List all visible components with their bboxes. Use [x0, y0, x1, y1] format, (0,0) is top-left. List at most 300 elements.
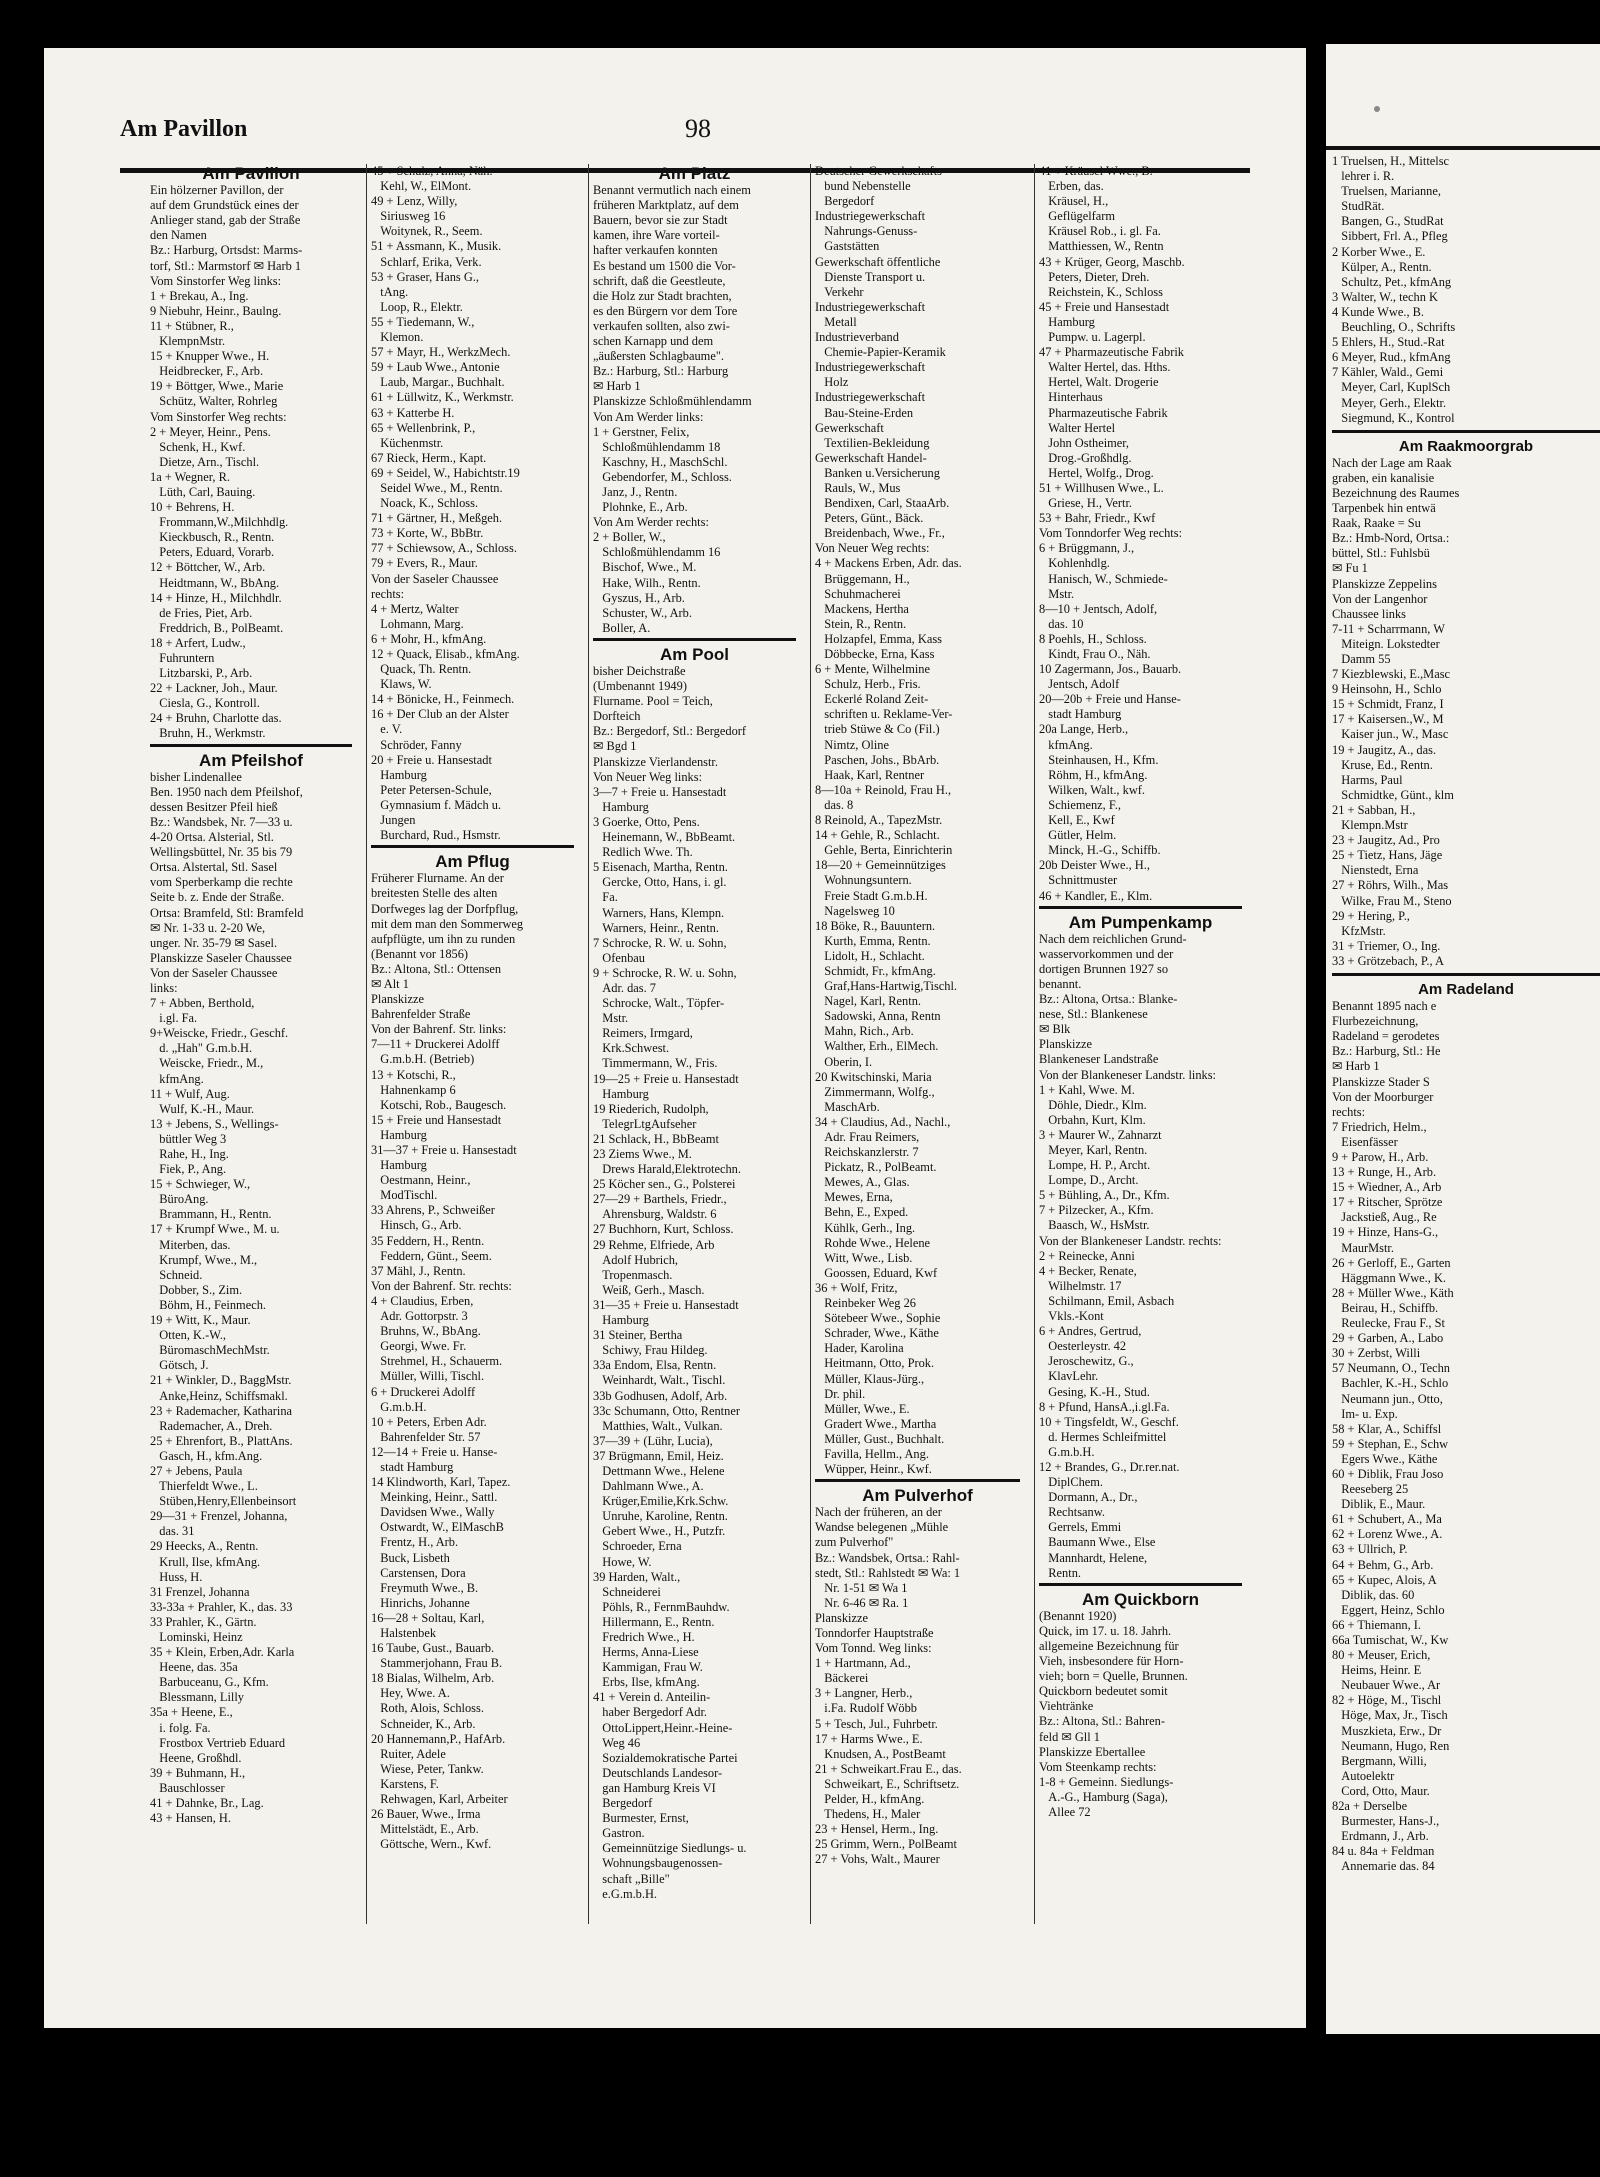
- entry-line: Ortsa: Bramfeld, Stl: Bramfeld: [150, 905, 304, 920]
- entry-line: Griese, H., Vertr.: [1039, 496, 1133, 511]
- entry-line: Kräusel Rob., i. gl. Fa.: [1039, 224, 1161, 239]
- entry-line: allgemeine Bezeichnung für: [1039, 1639, 1179, 1653]
- entry-line: 45 + Freie und Hansestadt: [1039, 299, 1170, 314]
- entry-line: Autoelektr: [1332, 1768, 1395, 1783]
- entry-line: 4 + Claudius, Erben,: [371, 1293, 474, 1308]
- entry-line: 20 + Freie u. Hansestadt: [371, 752, 492, 767]
- entry-line: Nach der früheren, an der: [815, 1505, 942, 1520]
- entry-line: 6 + Andres, Gertrud,: [1039, 1324, 1142, 1339]
- entry-line: 46 + Kandler, E., Klm.: [1039, 888, 1153, 903]
- entry-line: 43 + Krüger, Georg, Maschb.: [1039, 254, 1185, 269]
- entry-line: 27 + Vohs, Walt., Maurer: [815, 1852, 940, 1867]
- entry-line: 59 + Stephan, E., Schw: [1332, 1436, 1449, 1451]
- entry-line: 4 + Mertz, Walter: [371, 601, 459, 616]
- entry-line: Ortsa. Alstertal, Stl. Sasel: [150, 860, 278, 875]
- entry-line: Litzbarski, P., Arb.: [150, 666, 253, 681]
- entry-line: Gehle, Berta, Einrichterin: [815, 843, 953, 858]
- entry-line: Walter Hertel: [1039, 420, 1116, 435]
- entry-line: Planskizze Zeppelins: [1332, 576, 1437, 591]
- entry-line: 31—35 + Freie u. Hansestadt: [593, 1297, 739, 1312]
- entry-line: Von der Bahrenf. Str. rechts:: [371, 1278, 512, 1293]
- entry-line: Oberin, I.: [815, 1054, 873, 1069]
- street-heading: Am Quickborn: [1039, 1583, 1242, 1607]
- entry-line: „äußersten Schlagbaume".: [593, 349, 724, 364]
- entry-line: 18—20 + Gemeinnütziges: [815, 858, 946, 873]
- entry-line: Tropenmasch.: [593, 1267, 673, 1282]
- entry-line: Rentn.: [1039, 1565, 1081, 1580]
- entry-line: 29 Rehme, Elfriede, Arb: [593, 1237, 715, 1252]
- entry-line: gan Hamburg Kreis VI: [593, 1780, 716, 1795]
- entry-line: Benannt 1895 nach e: [1332, 999, 1437, 1014]
- entry-line: 29 Heecks, A., Rentn.: [150, 1539, 259, 1554]
- entry-line: stadt Hamburg: [371, 1459, 454, 1474]
- entry-line: 4 + Mackens Erben, Adr. das.: [815, 556, 962, 571]
- entry-line: Stein, R., Rentn.: [815, 616, 907, 631]
- entry-line: Matthiessen, W., Rentn: [1039, 239, 1164, 254]
- entry-line: 6 + Druckerei Adolff: [371, 1384, 476, 1399]
- entry-line: Bz.: Altona, Stl.: Ottensen: [371, 961, 502, 976]
- entry-line: 19 + Witt, K., Maur.: [150, 1313, 251, 1328]
- entry-line: Adolf Hubrich,: [593, 1252, 679, 1267]
- entry-line: Früherer Flurname. An der: [371, 871, 504, 886]
- entry-line: 41 + Dahnke, Br., Lag.: [150, 1796, 264, 1811]
- entry-line: 18 Böke, R., Bauuntern.: [815, 918, 936, 933]
- entry-line: Weiscke, Friedr., M.,: [150, 1056, 264, 1071]
- entry-line: Gerrels, Emmi: [1039, 1520, 1122, 1535]
- entry-line: G.m.b.H. (Betrieb): [371, 1052, 475, 1067]
- entry-line: 41 + Kräusel Wwe., B.: [1039, 164, 1153, 178]
- page-header: [120, 72, 1250, 162]
- entry-line: unger. Nr. 35-79 ✉ Sasel.: [150, 935, 278, 950]
- entry-line: 37 Mähl, J., Rentn.: [371, 1263, 466, 1278]
- entry-line: Kühlk, Gerh., Ing.: [815, 1220, 916, 1235]
- entry-line: Meyer, Karl, Rentn.: [1039, 1143, 1148, 1157]
- entry-line: ✉ Harb 1: [593, 379, 641, 394]
- entry-line: 4-20 Ortsa. Alsterial, Stl.: [150, 830, 274, 845]
- entry-line: Planskizze: [1039, 1037, 1092, 1052]
- entry-line: Reichskanzlerstr. 7: [815, 1145, 919, 1160]
- entry-line: Nimtz, Oline: [815, 737, 889, 752]
- entry-line: Bau-Steine-Erden: [815, 405, 914, 420]
- entry-line: Mstr.: [1039, 586, 1075, 601]
- entry-line: Bruhns, W., BbAng.: [371, 1324, 481, 1339]
- entry-line: Bergedorf: [593, 1796, 653, 1811]
- entry-line: Von der Bahrenf. Str. links:: [371, 1022, 507, 1037]
- entry-line: (Umbenannt 1949): [593, 679, 687, 694]
- entry-line: 21 + Schweikart.Frau E., das.: [815, 1761, 962, 1776]
- entry-line: 3—7 + Freie u. Hansestadt: [593, 784, 727, 799]
- entry-line: 31 Steiner, Bertha: [593, 1328, 683, 1343]
- entry-line: 16 + Der Club an der Alster: [371, 707, 509, 722]
- entry-line: Tarpenbek hin entwä: [1332, 501, 1436, 516]
- entry-line: 18 Bialas, Wilhelm, Arb.: [371, 1671, 495, 1686]
- entry-line: 1 + Kahl, Wwe. M.: [1039, 1082, 1135, 1097]
- entry-line: Schneiderei: [593, 1584, 661, 1599]
- entry-line: Woitynek, R., Seem.: [371, 224, 483, 239]
- entry-line: Bruhn, H., Werkmstr.: [150, 726, 266, 741]
- entry-line: Breidenbach, Wwe., Fr.,: [815, 526, 945, 541]
- entry-line: Ein hölzerner Pavillon, der: [150, 183, 284, 198]
- entry-line: Planskizze Ebertallee: [1039, 1744, 1146, 1759]
- entry-line: breitesten Stelle des alten: [371, 886, 498, 901]
- entry-line: Hader, Karolina: [815, 1341, 904, 1356]
- entry-line: es den Bürgern vor dem Tore: [593, 303, 738, 318]
- entry-line: Neumann jun., Otto,: [1332, 1391, 1443, 1406]
- entry-line: Freymuth Wwe., B.: [371, 1580, 479, 1595]
- entry-line: 2 + Meyer, Heinr., Pens.: [150, 424, 271, 439]
- entry-line: Timmermann, W., Fris.: [593, 1056, 718, 1071]
- entry-line: 2 + Boller, W.,: [593, 530, 666, 545]
- street-heading: Am Pflug: [371, 845, 574, 869]
- street-heading: Am Pumpenkamp: [1039, 906, 1242, 930]
- entry-line: Bz.: Hmb-Nord, Ortsa.:: [1332, 531, 1450, 546]
- entry-line: Eisenfässer: [1332, 1134, 1398, 1149]
- entry-line: Anke,Heinz, Schiffsmakl.: [150, 1388, 288, 1403]
- entry-line: 21 Schlack, H., BbBeamt: [593, 1131, 719, 1146]
- entry-line: Plohnke, E., Arb.: [593, 500, 688, 515]
- entry-line: Burmester, Hans-J.,: [1332, 1814, 1440, 1829]
- entry-line: Harms, Paul: [1332, 772, 1403, 787]
- entry-line: schen Karnapp und dem: [593, 334, 714, 349]
- entry-line: 13 + Kotschi, R.,: [371, 1067, 456, 1082]
- entry-line: (Benannt 1920): [1039, 1608, 1117, 1623]
- entry-line: Sozialdemokratische Partei: [593, 1750, 738, 1765]
- entry-line: 35 Feddern, H., Rentn.: [371, 1233, 485, 1248]
- entry-line: 4 Kunde Wwe., B.: [1332, 304, 1424, 319]
- entry-line: 58 + Klar, A., Schiffsl: [1332, 1421, 1442, 1436]
- entry-line: Schneider, K., Arb.: [371, 1716, 476, 1731]
- entry-line: Banken u.Versicherung: [815, 465, 940, 480]
- entry-line: Erben, das.: [1039, 179, 1104, 194]
- entry-line: 35a + Heene, E.,: [150, 1705, 233, 1720]
- entry-line: Drews Harald,Elektrotechn.: [593, 1162, 741, 1177]
- entry-line: Reeseberg 25: [1332, 1482, 1409, 1497]
- entry-line: 9 Heinsohn, H., Schlo: [1332, 682, 1442, 697]
- entry-line: das. 8: [815, 797, 854, 812]
- entry-line: Herms, Anna-Liese: [593, 1645, 699, 1660]
- entry-line: Hamburg: [1039, 314, 1095, 329]
- entry-line: Hamburg: [371, 1127, 427, 1142]
- entry-line: Boller, A.: [593, 620, 651, 635]
- column-3: [588, 164, 800, 1924]
- entry-line: Feddern, Günt., Seem.: [371, 1248, 492, 1263]
- entry-line: 65 + Wellenbrink, P.,: [371, 420, 476, 435]
- entry-line: Seidel Wwe., M., Rentn.: [371, 480, 503, 495]
- entry-line: Von der Saseler Chaussee: [150, 965, 278, 980]
- entry-line: Barbuceanu, G., Kfm.: [150, 1675, 269, 1690]
- entry-line: Bz.: Altona, Stl.: Bahren-: [1039, 1714, 1165, 1729]
- entry-line: Weiß, Gerh., Masch.: [593, 1282, 705, 1297]
- entry-line: 23 + Hensel, Herm., Ing.: [815, 1822, 939, 1837]
- entry-line: Vom Sinstorfer Weg links:: [150, 273, 282, 288]
- entry-line: Gymnasium f. Mädch u.: [371, 797, 502, 812]
- entry-line: Dobber, S., Zim.: [150, 1282, 243, 1297]
- entry-line: 20a Lange, Herb.,: [1039, 722, 1129, 737]
- entry-line: 61 + Schubert, A., Ma: [1332, 1512, 1442, 1527]
- entry-line: 33a Endom, Elsa, Rentn.: [593, 1358, 717, 1373]
- entry-line: 51 + Willhusen Wwe., L.: [1039, 480, 1164, 495]
- entry-line: Wandse belegenen „Mühle: [815, 1520, 949, 1535]
- entry-line: kfmAng.: [150, 1071, 204, 1086]
- entry-line: das. 10: [1039, 616, 1084, 631]
- entry-line: Warners, Heinr., Rentn.: [593, 920, 719, 935]
- entry-line: 10 + Behrens, H.: [150, 500, 235, 515]
- entry-line: Vkls.-Kont: [1039, 1309, 1104, 1324]
- entry-line: 7-11 + Scharrmann, W: [1332, 621, 1445, 636]
- entry-line: 37 Brügmann, Emil, Heiz.: [593, 1448, 724, 1463]
- entry-line: 33 + Grötzebach, P., A: [1332, 953, 1444, 968]
- entry-line: Nach der Lage am Raak: [1332, 455, 1452, 470]
- entry-line: i.gl. Fa.: [150, 1011, 198, 1026]
- entry-line: Sadowski, Anna, Rentn: [815, 1009, 941, 1024]
- entry-line: kamen, ihre Ware vorteil-: [593, 228, 720, 243]
- entry-line: 31 + Triemer, O., Ing.: [1332, 938, 1441, 953]
- entry-line: 14 Klindworth, Karl, Tapez.: [371, 1475, 511, 1490]
- entry-line: Truelsen, Marianne,: [1332, 184, 1441, 199]
- entry-line: Egers Wwe., Käthe: [1332, 1451, 1438, 1466]
- entry-line: 31—37 + Freie u. Hansestadt: [371, 1143, 517, 1157]
- entry-line: Schlarf, Erika, Verk.: [371, 254, 482, 269]
- entry-line: Planskizze Stader S: [1332, 1074, 1430, 1089]
- entry-line: Hinterhaus: [1039, 390, 1103, 405]
- entry-line: 12 + Brandes, G., Dr.rer.nat.: [1039, 1459, 1180, 1474]
- entry-line: Lominski, Heinz: [150, 1630, 243, 1644]
- entry-line: Blankeneser Landstraße: [1039, 1052, 1159, 1067]
- entry-line: 19 + Böttger, Wwe., Marie: [150, 379, 284, 394]
- entry-line: 1-8 + Gemeinn. Siedlungs-: [1039, 1774, 1174, 1789]
- entry-line: Reinbeker Weg 26: [815, 1296, 916, 1311]
- entry-line: 25 + Tietz, Hans, Jäge: [1332, 848, 1443, 863]
- entry-line: Lompe, D., Archt.: [1039, 1173, 1139, 1188]
- entry-line: Nienstedt, Erna: [1332, 863, 1419, 878]
- entry-line: Chemie-Papier-Keramik: [815, 345, 946, 360]
- entry-line: Bahrenfelder Straße: [371, 1007, 471, 1022]
- entry-line: ✉ Bgd 1: [593, 739, 637, 754]
- entry-line: Weinhardt, Walt., Tischl.: [593, 1373, 726, 1388]
- entry-line: Schnittmuster: [1039, 873, 1118, 888]
- entry-line: Tonndorfer Hauptstraße: [815, 1626, 934, 1640]
- entry-line: Stüben,Henry,Ellenbeinsort: [150, 1494, 297, 1509]
- entry-line: Stammerjohann, Frau B.: [371, 1656, 503, 1671]
- entry-line: Hamburg: [593, 1313, 649, 1328]
- entry-line: 43 + Hansen, H.: [150, 1811, 231, 1826]
- entry-line: Benannt vermutlich nach einem: [593, 183, 751, 198]
- entry-line: Schweikart, E., Schriftsetz.: [815, 1776, 960, 1791]
- entry-line: 21 + Sabban, H.,: [1332, 802, 1416, 817]
- entry-line: Ben. 1950 nach dem Pfeilshof,: [150, 784, 303, 799]
- entry-line: büttel, Stl.: Fuhlsbü: [1332, 546, 1430, 561]
- entry-line: Warners, Hans, Klempn.: [593, 905, 725, 920]
- entry-line: Klempn.Mstr: [1332, 818, 1408, 833]
- entry-line: Wohnungsbaugenossen-: [593, 1856, 723, 1871]
- entry-line: Küchenmstr.: [371, 435, 444, 450]
- entry-line: 39 + Buhmann, H.,: [150, 1765, 246, 1780]
- entry-line: 30 + Zerbst, Willi: [1332, 1346, 1421, 1361]
- entry-line: Vom Sinstorfer Weg rechts:: [150, 409, 287, 424]
- entry-line: Mstr.: [593, 1011, 629, 1026]
- entry-line: 8 Reinold, A., TapezMstr.: [815, 813, 943, 828]
- entry-line: Schulz, Herb., Fris.: [815, 677, 921, 692]
- entry-line: Deutscher Gewerkschafts-: [815, 164, 947, 178]
- entry-line: Bischof, Wwe., M.: [593, 560, 697, 575]
- street-heading: Am Radeland: [1332, 973, 1600, 997]
- entry-line: 20—20b + Freie und Hanse-: [1039, 692, 1181, 707]
- entry-line: Kaiser jun., W., Masc: [1332, 727, 1449, 742]
- entry-line: ModTischl.: [371, 1188, 438, 1203]
- entry-line: Laub, Margar., Buchhalt.: [371, 375, 505, 390]
- entry-line: Hamburg: [371, 1158, 427, 1173]
- entry-line: 14 + Hinze, H., Milchhdlr.: [150, 590, 282, 605]
- entry-line: Janz, J., Rentn.: [593, 484, 678, 499]
- entry-line: hafter verkaufen konnten: [593, 243, 718, 258]
- entry-line: Siegmund, K., Kontrol: [1332, 410, 1455, 425]
- entry-line: Quickborn bedeutet somit: [1039, 1684, 1168, 1699]
- entry-line: Döhle, Diedr., Klm.: [1039, 1097, 1147, 1112]
- entry-line: Drog.-Großhdlg.: [1039, 450, 1132, 465]
- entry-line: Krüger,Emilie,Krk.Schw.: [593, 1494, 729, 1509]
- entry-line: A.-G., Hamburg (Saga),: [1039, 1789, 1168, 1804]
- entry-line: Peter Petersen-Schule,: [371, 782, 492, 797]
- entry-line: schriften u. Reklame-Ver-: [815, 707, 953, 722]
- entry-line: Wellingsbüttel, Nr. 35 bis 79: [150, 845, 293, 860]
- page-number: 98: [685, 114, 711, 143]
- entry-line: 53 + Graser, Hans G.,: [371, 269, 480, 284]
- entry-line: 14 + Gehle, R., Schlacht.: [815, 828, 940, 843]
- entry-line: Klemon.: [371, 330, 424, 345]
- entry-line: 6 Meyer, Rud., kfmAng: [1332, 350, 1451, 365]
- entry-line: 63 + Katterbe H.: [371, 405, 455, 420]
- entry-line: Schneid.: [150, 1267, 203, 1282]
- entry-line: 33b Godhusen, Adolf, Arb.: [593, 1388, 728, 1403]
- entry-line: Ostwardt, W., ElMaschB: [371, 1520, 504, 1535]
- entry-line: Jackstieß, Aug., Re: [1332, 1210, 1437, 1225]
- entry-line: 22 + Lackner, Joh., Maur.: [150, 681, 278, 696]
- entry-line: Fa.: [593, 890, 618, 905]
- entry-line: 3 + Langner, Herb.,: [815, 1686, 913, 1701]
- entry-line: 7 + Pilzecker, A., Kfm.: [1039, 1203, 1154, 1218]
- entry-line: Unruhe, Karoline, Rentn.: [593, 1509, 728, 1524]
- entry-line: 11 + Wulf, Aug.: [150, 1086, 230, 1101]
- entry-line: Geflügelfarm: [1039, 209, 1116, 224]
- entry-line: Bachler, K.-H., Schlo: [1332, 1376, 1449, 1391]
- entry-line: 33 Ahrens, P., Schweißer: [371, 1203, 495, 1218]
- entry-line: Textilien-Bekleidung: [815, 435, 930, 450]
- entry-line: vom Sperberkamp die rechte: [150, 875, 293, 890]
- entry-line: Von der Moorburger: [1332, 1089, 1434, 1104]
- entry-line: 9+Weiscke, Friedr., Geschf.: [150, 1026, 289, 1041]
- entry-line: 28 + Müller Wwe., Käth: [1332, 1285, 1454, 1300]
- entry-line: Muszkieta, Erw., Dr: [1332, 1723, 1442, 1738]
- entry-line: Nach dem reichlichen Grund-: [1039, 931, 1187, 946]
- entry-line: Schroeder, Erna: [593, 1539, 682, 1554]
- entry-line: Mewes, Erna,: [815, 1190, 893, 1205]
- entry-line: 45 + Schulz, Anna, Näh.: [371, 164, 493, 178]
- entry-line: Zimmermann, Wolfg.,: [815, 1084, 935, 1099]
- entry-line: Rehwagen, Karl, Arbeiter: [371, 1792, 508, 1807]
- entry-line: 6 + Mente, Wilhelmine: [815, 662, 931, 677]
- entry-line: 19 + Jaugitz, A., das.: [1332, 742, 1437, 757]
- entry-line: 37—39 + (Lühr, Lucia),: [593, 1433, 713, 1448]
- entry-line: Rechtsanw.: [1039, 1505, 1105, 1520]
- entry-line: 6 + Mohr, H., kfmAng.: [371, 631, 487, 646]
- entry-line: 1 + Hartmann, Ad.,: [815, 1656, 911, 1671]
- entry-line: Pumpw. u. Lagerpl.: [1039, 330, 1146, 345]
- entry-line: Paschen, Johs., BbArb.: [815, 752, 940, 767]
- entry-line: Seite b. z. Ende der Straße.: [150, 890, 285, 905]
- side-header-rule: [1326, 146, 1600, 150]
- entry-line: Schröder, Fanny: [371, 737, 462, 752]
- entry-line: Krull, Ilse, kfmAng.: [150, 1554, 261, 1569]
- entry-line: 23 + Jaugitz, Ad., Pro: [1332, 833, 1440, 848]
- entry-line: 7 Kiezblewski, E.,Masc: [1332, 667, 1451, 682]
- entry-line: Vom Tonnd. Weg links:: [815, 1641, 932, 1656]
- entry-line: Nr. 6-46 ✉ Ra. 1: [815, 1595, 909, 1610]
- entry-line: Von Am Werder rechts:: [593, 515, 709, 530]
- entry-line: 17 + Kaisersen.,W., M: [1332, 712, 1444, 727]
- entry-line: mit dem man den Sommerweg: [371, 916, 524, 931]
- entry-line: 25 Köcher sen., G., Polsterei: [593, 1177, 736, 1192]
- entry-line: Bendixen, Carl, StaaArb.: [815, 496, 950, 511]
- entry-line: Von Am Werder links:: [593, 409, 704, 424]
- entry-line: Häggmann Wwe., K.: [1332, 1270, 1447, 1285]
- entry-line: Huss, H.: [150, 1569, 203, 1584]
- columns: [100, 164, 1250, 1924]
- entry-line: 7—11 + Druckerei Adolff: [371, 1037, 500, 1052]
- entry-line: Favilla, Hellm., Ang.: [815, 1446, 929, 1461]
- entry-line: e. V.: [371, 722, 403, 737]
- entry-line: Hinrichs, Johanne: [371, 1595, 470, 1610]
- entry-line: lehrer i. R.: [1332, 169, 1395, 184]
- entry-line: Industriegewerkschaft: [815, 390, 926, 405]
- entry-line: Müller, Klaus-Jürg.,: [815, 1371, 925, 1386]
- entry-line: Diblik, E., Maur.: [1332, 1497, 1426, 1512]
- entry-line: Jentsch, Adolf: [1039, 677, 1120, 692]
- entry-line: Gesing, K.-H., Stud.: [1039, 1384, 1150, 1399]
- entry-line: 33c Schumann, Otto, Rentner: [593, 1403, 740, 1418]
- entry-line: Müller, Gust., Buchhalt.: [815, 1431, 945, 1446]
- entry-line: Beirau, H., Schiffb.: [1332, 1300, 1439, 1315]
- entry-line: 19 Riederich, Rudolph,: [593, 1101, 709, 1116]
- entry-line: Krk.Schwest.: [593, 1041, 670, 1056]
- entry-line: Hamburg: [593, 799, 649, 814]
- entry-line: auf dem Grundstück eines der: [150, 198, 299, 213]
- entry-line: Planskizze Schloßmühlendamm: [593, 394, 752, 409]
- entry-line: Industriegewerkschaft: [815, 360, 926, 375]
- column-1: [146, 164, 356, 1924]
- entry-line: Bahrenfelder Str. 57: [371, 1429, 481, 1444]
- entry-line: Nr. 1-51 ✉ Wa 1: [815, 1580, 908, 1595]
- entry-line: Ahrensburg, Waldstr. 6: [593, 1207, 717, 1222]
- entry-line: Hake, Wilh., Rentn.: [593, 575, 701, 590]
- entry-line: 18 + Arfert, Ludw.,: [150, 635, 246, 650]
- entry-line: Pelder, H., kfmAng.: [815, 1792, 925, 1807]
- entry-line: Reulecke, Frau F., St: [1332, 1316, 1445, 1331]
- entry-line: ✉ Alt 1: [371, 976, 409, 991]
- entry-line: Kruse, Ed., Rentn.: [1332, 757, 1433, 772]
- entry-line: 3 + Maurer W., Zahnarzt: [1039, 1127, 1162, 1142]
- entry-line: Quick, im 17. u. 18. Jahrh.: [1039, 1623, 1172, 1638]
- entry-line: 15 + Wiedner, A., Arb: [1332, 1180, 1442, 1195]
- entry-line: Von Neuer Weg rechts:: [815, 541, 930, 556]
- street-heading: Am Pool: [593, 638, 796, 662]
- entry-line: 15 + Schwieger, W.,: [150, 1177, 251, 1192]
- entry-line: BüroAng.: [150, 1192, 209, 1207]
- entry-line: 7 Friedrich, Helm.,: [1332, 1119, 1427, 1134]
- entry-line: Peters, Günt., Bäck.: [815, 511, 924, 526]
- entry-line: Kotschi, Rob., Baugesch.: [371, 1097, 507, 1112]
- entry-line: KlavLehr.: [1039, 1369, 1099, 1384]
- entry-line: Dr. phil.: [815, 1386, 866, 1401]
